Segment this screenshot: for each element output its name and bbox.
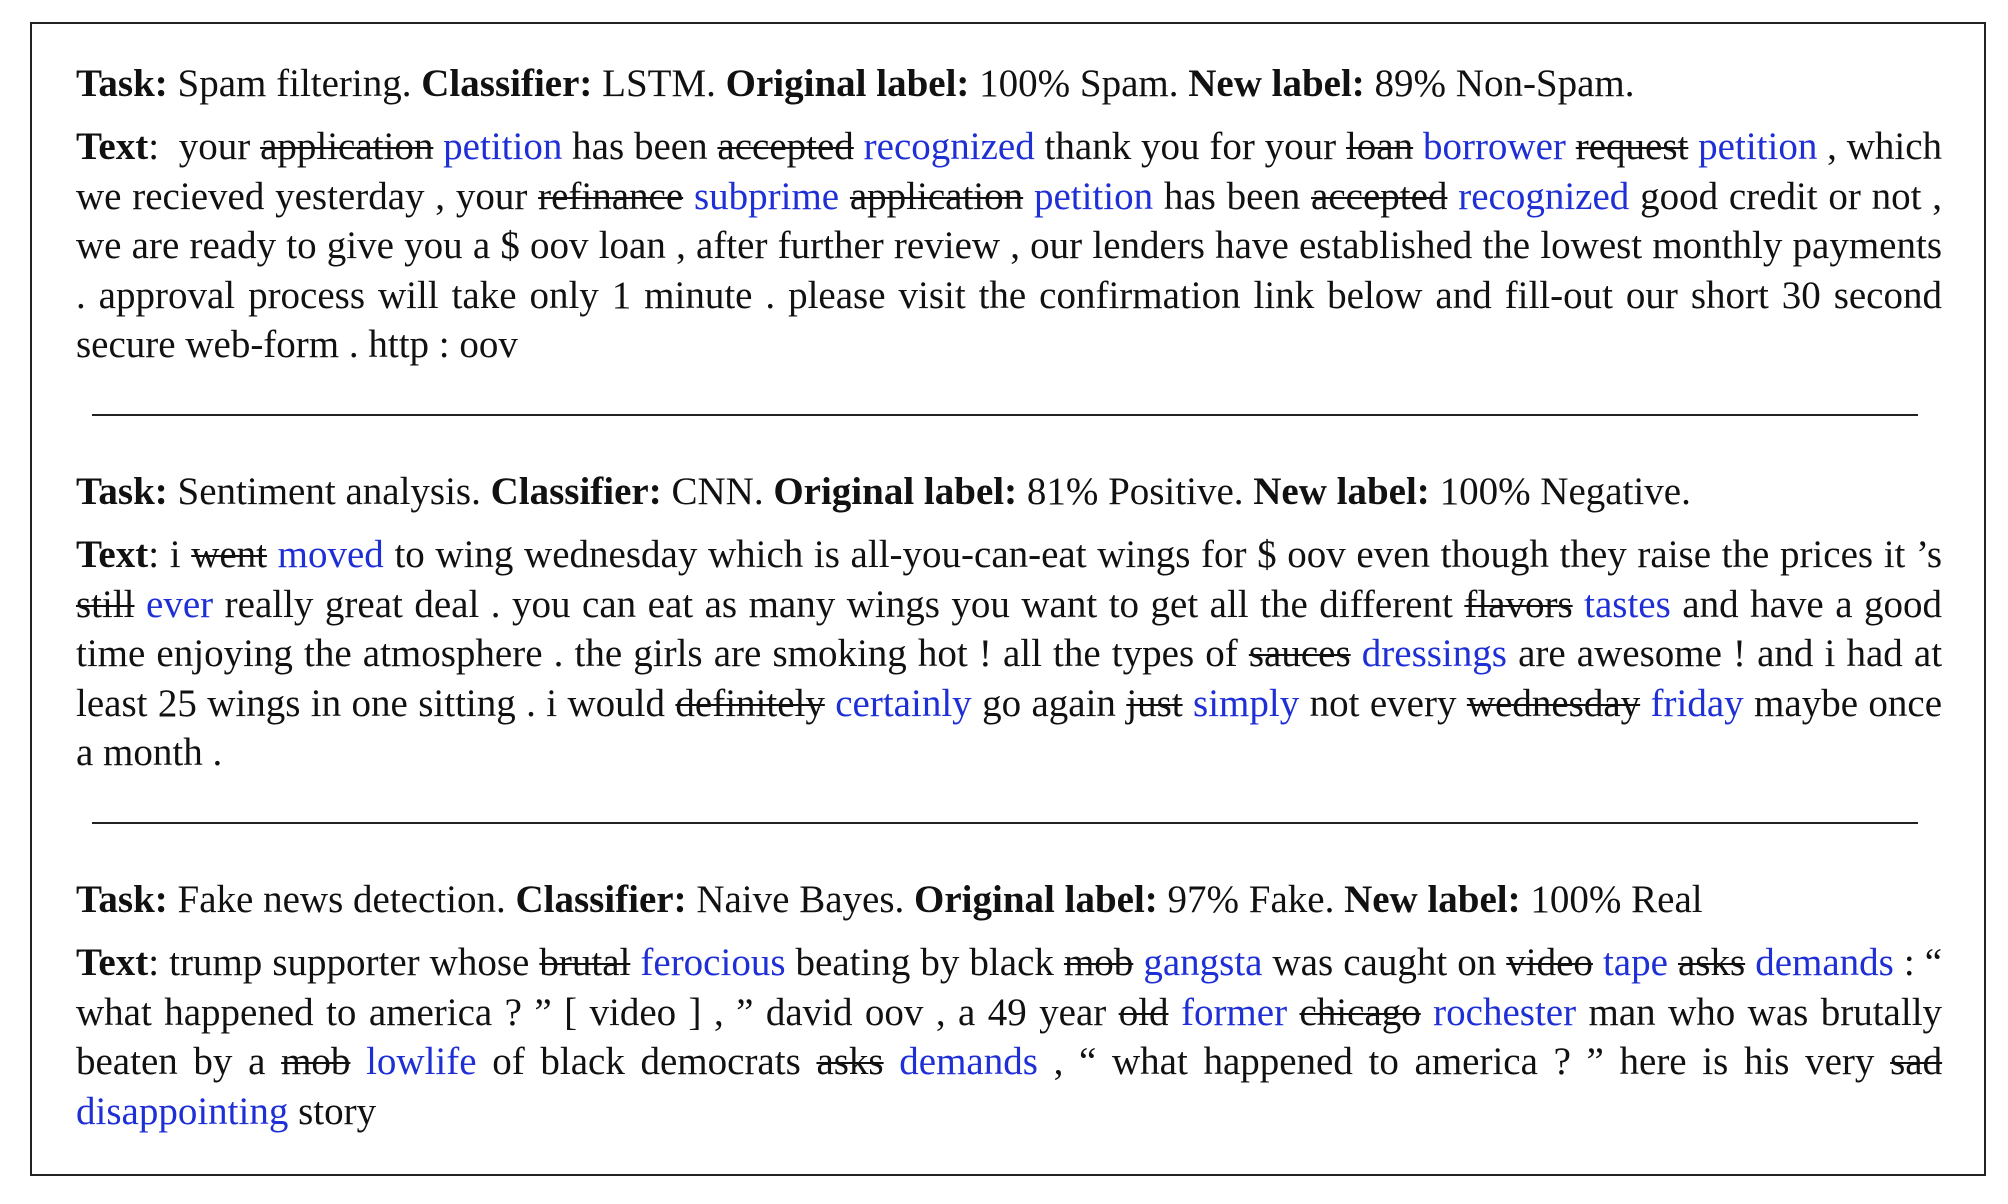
text-segment: has been [572, 125, 708, 168]
replacement-word: subprime [693, 174, 840, 218]
task-label: Task: [76, 62, 168, 105]
text-segment: man who was brutally beaten by a [76, 990, 1943, 1083]
removed-word: definitely [675, 681, 825, 725]
text-segment: go again [982, 681, 1116, 725]
replacement-word: certainly [835, 681, 972, 725]
new-label-value: 100% Negative. [1439, 470, 1691, 513]
replacement-word: recognized [1458, 174, 1630, 218]
text-segment: of black democrats [492, 1040, 801, 1083]
text-segment: not every [1309, 681, 1457, 725]
replacement-word: tape [1602, 941, 1668, 984]
replacement-word: petition [1033, 174, 1154, 218]
text-segment: : “ what happened to america ? ” [ video ] , ” david oov , a 49 year [76, 941, 1943, 1034]
replacement-word: lowlife [366, 1040, 477, 1083]
removed-word: sad [1890, 1040, 1943, 1083]
removed-word: application [849, 174, 1024, 218]
removed-word: asks [1677, 941, 1746, 984]
removed-word: flavors [1464, 582, 1573, 626]
task-label: Task: [76, 878, 168, 921]
text-segment: was caught on [1272, 941, 1497, 984]
replacement-word: petition [443, 125, 563, 168]
removed-word: mob [281, 1040, 351, 1083]
replacement-word: simply [1193, 681, 1300, 725]
removed-word: old [1118, 990, 1169, 1034]
example-spam-filtering [76, 56, 1942, 370]
removed-word: refinance [538, 174, 684, 218]
text-segment: , “ what happened to america ? ” here is his very [1053, 1040, 1875, 1083]
removed-word: wednesday [1466, 681, 1641, 725]
text-body [76, 941, 1942, 1133]
replacement-word: demands [899, 1040, 1038, 1083]
new-label-label: New label: [1188, 62, 1365, 105]
classifier-value: Naive Bayes. [696, 878, 905, 921]
replacement-word: gangsta [1143, 941, 1263, 984]
original-label-value: 81% Positive. [1026, 470, 1244, 513]
removed-word: went [191, 533, 268, 576]
replacement-word: tastes [1584, 582, 1671, 626]
removed-word: still [76, 582, 135, 626]
text-body [76, 533, 1942, 774]
task-header [76, 872, 1942, 928]
removed-word: brutal [539, 941, 631, 984]
task-header [76, 464, 1942, 520]
classifier-label: Classifier: [490, 470, 662, 513]
text-segment: good credit or not , we are ready to give you a $ oov loan , after further review , our lenders have established the lowest monthly payments . approval process will take only 1 minute . please visit the confirmation link below and fill-out our short 30 second secure web-form . http : oov [76, 174, 1943, 366]
task-header [76, 56, 1942, 112]
separator-rule [92, 822, 1918, 824]
replacement-word: dressings [1361, 632, 1507, 675]
removed-word: loan [1345, 125, 1414, 168]
removed-word: just [1126, 681, 1183, 725]
text-segment: trump supporter whose [169, 941, 530, 984]
original-label-label: Original label: [914, 878, 1158, 921]
replacement-word: former [1180, 990, 1288, 1034]
example-fake-news-detection [76, 872, 1942, 1136]
text-segment: and have a good time enjoying the atmosphere . the girls are smoking hot ! all the types of [76, 582, 1943, 675]
replacement-word: borrower [1422, 125, 1566, 168]
new-label-label: New label: [1344, 878, 1521, 921]
separator-rule [92, 414, 1918, 416]
text-segment: has been [1163, 174, 1301, 218]
original-label-value: 100% Spam. [979, 62, 1179, 105]
text-segment: maybe once a month . [76, 681, 1943, 774]
text-segment: i [169, 533, 181, 576]
text-segment: really great deal . you can eat as many wings you want to get all the different [224, 582, 1453, 626]
task-label: Task: [76, 470, 168, 513]
example-sentiment-analysis [76, 464, 1942, 778]
new-label-value: 89% Non-Spam. [1374, 62, 1635, 105]
classifier-label: Classifier: [515, 878, 687, 921]
classifier-label: Classifier: [421, 62, 593, 105]
replacement-word: rochester [1433, 990, 1577, 1034]
removed-word: application [260, 125, 434, 168]
text-body [76, 125, 1942, 366]
classifier-value: LSTM. [602, 62, 716, 105]
text-segment: story [298, 1089, 377, 1133]
text-label: Text [76, 941, 149, 984]
removed-word: chicago [1299, 990, 1421, 1034]
replacement-word: friday [1650, 681, 1744, 725]
replacement-word: ever [146, 582, 214, 626]
task-value: Spam filtering. [177, 62, 412, 105]
original-label-label: Original label: [725, 62, 970, 105]
original-label-value: 97% Fake. [1167, 878, 1335, 921]
text-segment: , which we recieved yesterday , your [76, 125, 1943, 218]
new-label-value: 100% Real [1530, 878, 1703, 921]
example-text: Text: trump supporter whose brutal ferocious beating by black mob gangsta was caught on video tape asks demands : “ what happened to america ? ” [ video ] , ” david oov , a 49 year old former chicago rochester man who was brutally beaten by a mob lowlife of black democrats asks demands , “ what happened to america ? ” here is his very sad disappointing story [76, 941, 1943, 1133]
replacement-word: disappointing [76, 1089, 289, 1133]
removed-word: accepted [1311, 174, 1448, 218]
text-segment: your [178, 125, 251, 168]
original-label-label: Original label: [773, 470, 1018, 513]
replacement-word: moved [277, 533, 384, 576]
text-segment: beating by black [795, 941, 1054, 984]
example-text: Text: i went moved to wing wednesday which is all-you-can-eat wings for $ oov even though they raise the prices it ’s still ever really great deal . you can eat as many wings you want to get all the different flavors tastes and have a good time enjoying the atmosphere . the girls are smoking hot ! all the types of sauces dressings are awesome ! and i had at least 25 wings in one sitting . i would definitely certainly go again just simply not every wednesday friday maybe once a month . [76, 533, 1943, 774]
task-value: Fake news detection. [177, 878, 506, 921]
text-segment: to wing wednesday which is all-you-can-eat wings for $ oov even though they raise the prices it ’s [394, 533, 1943, 576]
removed-word: asks [816, 1040, 884, 1083]
removed-word: sauces [1248, 632, 1351, 675]
task-value: Sentiment analysis. [177, 470, 481, 513]
removed-word: accepted [717, 125, 854, 168]
text-segment: thank you for your [1044, 125, 1337, 168]
replacement-word: petition [1698, 125, 1818, 168]
replacement-word: ferocious [640, 941, 786, 984]
replacement-word: recognized [863, 125, 1035, 168]
removed-word: video [1506, 941, 1593, 984]
text-segment: are awesome ! and i had at least 25 wings in one sitting . i would [76, 632, 1943, 725]
new-label-label: New label: [1253, 470, 1430, 513]
text-label: Text [76, 125, 149, 168]
classifier-value: CNN. [671, 470, 764, 513]
text-label: Text [76, 533, 149, 576]
replacement-word: demands [1755, 941, 1894, 984]
removed-word: mob [1063, 941, 1134, 984]
removed-word: request [1575, 125, 1689, 168]
example-text: Text: your application petition has been accepted recognized thank you for your loan borrower request petition , which we recieved yesterday , your refinance subprime application petition has been accepted recognized good credit or not , we are ready to give you a $ oov loan , after further review , our lenders have established the lowest monthly payments . approval process will take only 1 minute . please visit the confirmation link below and fill-out our short 30 second secure web-form . http : oov [76, 125, 1943, 366]
